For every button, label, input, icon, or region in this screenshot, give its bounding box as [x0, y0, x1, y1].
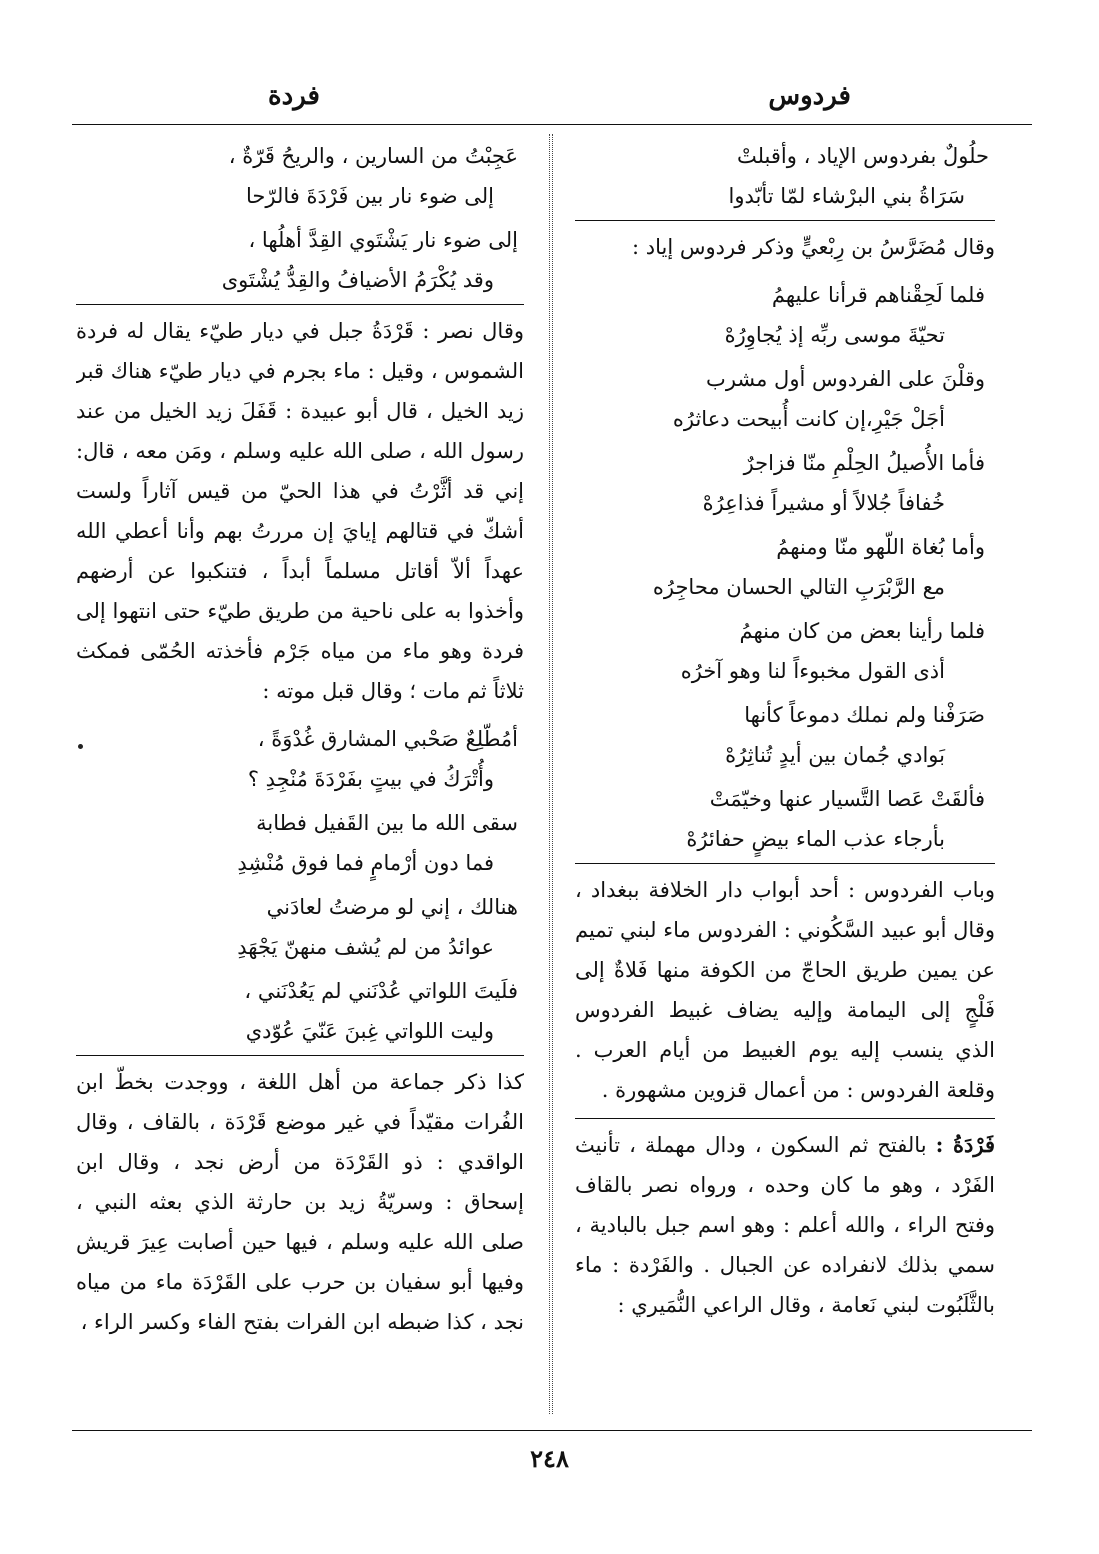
verse: [575, 136, 995, 216]
verse-hemistich: سقى الله ما بين القَفيل فطابة: [256, 811, 518, 835]
verse: [76, 887, 524, 967]
verse: [575, 527, 995, 607]
verse-hemistich: بَوادي جُمان بين أيدٍ تُناثِرُهْ: [725, 743, 945, 767]
verse-hemistich: تحيّةَ موسى ربِّه إذ يُجاوِرُهْ: [724, 323, 945, 347]
verse-hemistich: فألقَتْ عَصا التَّسيار عنها وخيّمَتْ: [709, 787, 985, 811]
verse-hemistich: وأُتْرَكُ في بيتٍ بفَرْدَةَ مُنْجِدِ ؟: [247, 767, 494, 791]
verse-hemistich: فما دون أرْمامٍ فما فوق مُنْشِدِ: [237, 851, 494, 875]
verse-hemistich: أذى القول مخبوءاً لنا وهو آخرُه: [680, 659, 945, 683]
verse-hemistich: بأرجاء عذب الماء بيضٍ حفائرُهْ: [686, 827, 945, 851]
verse-hemistich: وقلْنَ على الفردوس أول مشرب: [706, 367, 985, 391]
verse-hemistich: فلَيتَ اللواتي عُدْنَني لم يَعُدْنَني ،: [244, 979, 518, 1003]
verse-hemistich: عَجِبْتُ من السارين ، والريحُ قَرّةٌ ،: [228, 144, 518, 168]
entry-separator: [575, 863, 995, 864]
verse-hemistich: إلى ضوء نار بين فَرْدَةَ فالرّحا: [245, 184, 494, 208]
verse-hemistich: أمُطّلِعٌ صَحْبي المشارق غُدْوَةً ،: [257, 727, 518, 751]
verse: [575, 611, 995, 691]
column-divider: [549, 134, 552, 1414]
verse: [76, 803, 524, 883]
verse-hemistich: عوائدُ من لم يُشف منهنّ يَجْهَدِ: [237, 935, 494, 959]
verse-hemistich: أجَلْ جَيْرِ،إن كانت أُبيحت دعاثرُه: [672, 407, 945, 431]
verse-hemistich: صَرَفْنا ولم نملك دموعاً كأنها: [744, 703, 985, 727]
bottom-rule: [72, 1430, 1032, 1431]
margin-dot: [78, 744, 83, 749]
entry-separator: [575, 1118, 995, 1119]
verse-hemistich: سَرَاةُ بني البرْشاء لمّا تأبّدوا: [728, 184, 965, 208]
verse-hemistich: فأما الأُصيلُ الحِلْمِ منّا فزاجرٌ: [743, 451, 985, 475]
verse-hemistich: وأما بُغاة اللّهو منّا ومنهمُ: [776, 535, 985, 559]
verse: [575, 443, 995, 523]
headword: فَرْدَةُ :: [935, 1132, 995, 1157]
entry-separator: [575, 220, 995, 221]
paragraph: وقال نصر : قَرْدَةُ جبل في ديار طيّء يقال له فردة الشموس ، وقيل : ماء بجرم في ديار طيّء هناك قبر زيد الخيل ، قال أبو عبيدة : قَفَلَ زيد الخيل من عند رسول الله ، صلى الله عليه وسلم ، ومَن معه ، قال: إني قد أثَّرْتُ في هذا الحيّ من قيس آثاراً ولست أشكّ في قتالهم إيايَ إن مررتُ بهم وأنا أعطي الله عهداً ألاّ أقاتل مسلماً أبداً ، فتنكبوا عن أرضهم وأخذوا به على ناحية من طريق طيّء حتى انتهوا إلى فردة وهو ماء من مياه جَرْم فأخذته الحُمّى فمكث ثلاثاً ثم مات ؛ وقال قبل موته :: [76, 319, 524, 703]
verse: [76, 971, 524, 1051]
entry-text: بالفتح ثم السكون ، ودال مهملة ، تأنيث الفَرْد ، وهو ما كان وحده ، ورواه نصر بالقاف وفتح الراء ، والله أعلم : وهو اسم جبل بالبادية ، سمي بذلك لانفراده عن الجبال . والفَرْدة : ماء بالثَّلَبُوت لبني نَعامة ، وقال الراعي النُّمَيري :: [575, 1133, 995, 1317]
verse-hemistich: إلى ضوء نار يَشْتَوي القِدَّ أهلُها ،: [248, 228, 518, 252]
entry-separator: [76, 1055, 524, 1056]
verse: [575, 359, 995, 439]
paragraph: وقال مُضَرَّسُ بن رِبْعيٍّ وذكر فردوس إياد :: [631, 235, 995, 259]
verse: [76, 220, 524, 300]
verse-hemistich: حلُولٌ بفردوس الإياد ، وأقبلتْ: [736, 144, 989, 168]
right-column: [575, 136, 995, 1414]
verse-hemistich: وليت اللواتي غِبنَ عَنّيَ عُوّدي: [245, 1019, 494, 1043]
verse: [575, 695, 995, 775]
entry-separator: [76, 304, 524, 305]
verse-hemistich: هنالك ، إني لو مرضتُ لعادَني: [266, 895, 518, 919]
verse: [575, 275, 995, 355]
running-header-left: فردة: [268, 81, 320, 111]
verse: [76, 136, 524, 216]
verse: [575, 779, 995, 859]
paragraph: وباب الفردوس : أحد أبواب دار الخلافة ببغداد ، وقال أبو عبيد السَّكُوني : الفردوس ماء لبني تميم عن يمين طريق الحاجّ من الكوفة منها فَلاةٌ إلى فَلْجٍ إلى اليمامة وإليه يضاف غبيط الفردوس الذي ينسب إليه يوم الغبيط من أيام العرب . وقلعة الفردوس : من أعمال قزوين مشهورة .: [575, 878, 995, 1102]
verse-hemistich: خُفافاً جُلالاً أو مشيراً فذاعِرُهْ: [702, 491, 945, 515]
verse-hemistich: وقد يُكْرَمُ الأضيافُ والقِدُّ يُشْتَوى: [221, 268, 494, 292]
verse-hemistich: مع الرَّبْرَبِ التالي الحسان محاجِرُه: [652, 575, 945, 599]
running-header-right: فردوس: [768, 81, 851, 111]
verse-hemistich: فلما لَحِقْناهم قرأنا عليهمُ: [771, 283, 985, 307]
top-rule: [72, 124, 1032, 125]
entry-paragraph: [575, 1125, 995, 1325]
paragraph: كذا ذكر جماعة من أهل اللغة ، ووجدت بخطّ ابن الفُرات مقيّداً في غير موضع قَرْدَة ، بالقاف ، وقال الواقدي : ذو القَرْدَة من أرض نجد ، وقال ابن إسحاق : وسريّةُ زيد بن حارثة الذي بعثه النبي ، صلى الله عليه وسلم ، فيها حين أصابت عِيرَ قريش وفيها أبو سفيان بن حرب على القَرْدَة ماء من مياه نجد ، كذا ضبطه ابن الفرات بفتح الفاء وكسر الراء ،: [76, 1070, 524, 1334]
verse: [76, 719, 524, 799]
left-column: [76, 136, 524, 1414]
verse-hemistich: فلما رأينا بعض من كان منهمُ: [739, 619, 985, 643]
page-number: ٢٤٨: [530, 1444, 569, 1473]
